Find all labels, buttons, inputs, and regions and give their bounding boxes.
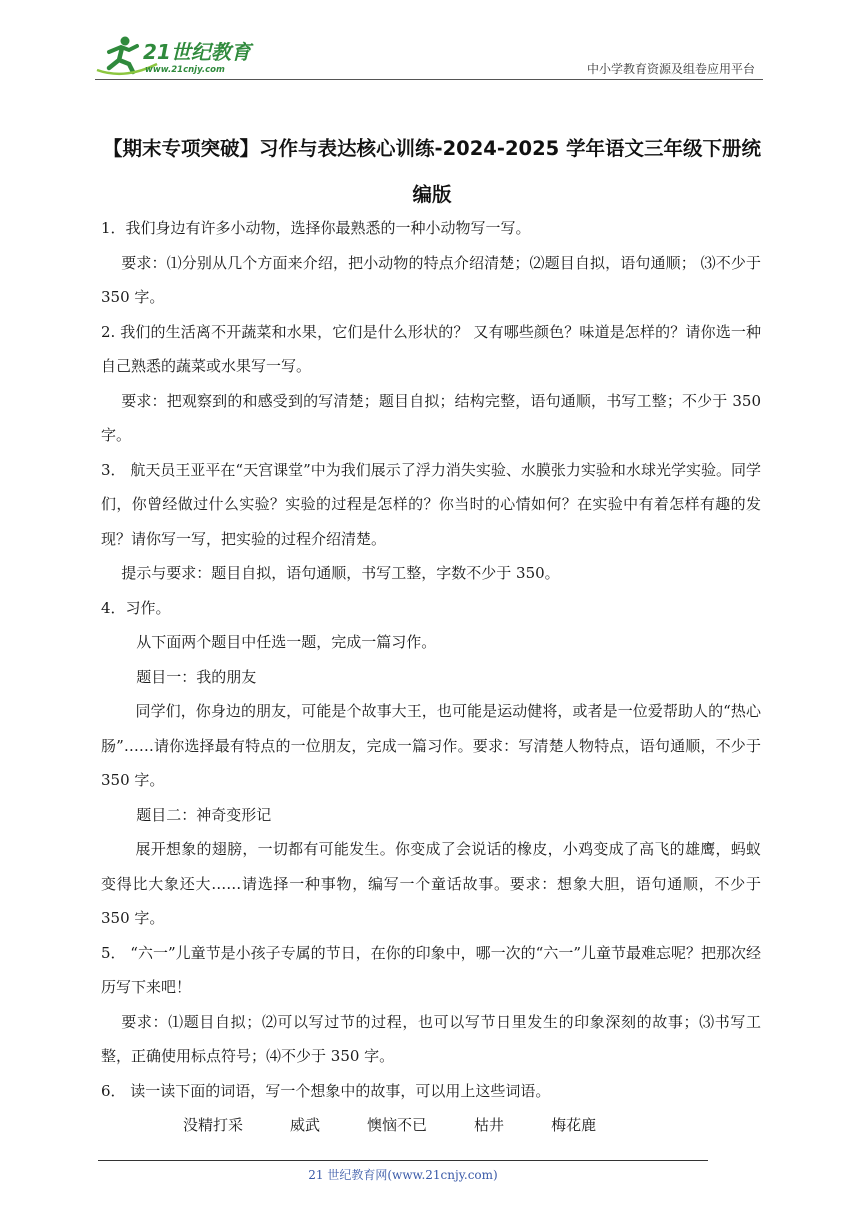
q3-requirements: 提示与要求：题目自拟，语句通顺，书写工整，字数不少于 350。 [121,564,560,582]
word-item: 威武 [290,1116,321,1134]
q4-topic1-body: 同学们，你身边的朋友，可能是个故事大王，也可能是运动健将，或者是一位爱帮助人的“热心肠”……请你选择最有特点的一位朋友，完成一篇习作。要求：写清楚人物特点，语句通顺，不少于 350 字。 [101,702,761,789]
q5-prompt: 5． “六一”儿童节是小孩子专属的节日，在你的印象中，哪一次的“六一”儿童节最难忘呢？把那次经历写下来吧！ [101,943,761,996]
q3-prompt: 3． 航天员王亚平在“天宫课堂”中为我们展示了浮力消失实验、水膜张力实验和水球光学实验。同学们，你曾经做过什么实验？实验的过程是怎样的？你当时的心情如何？在实验中有着怎样有趣的发现？请你写一写，把实验的过程介绍清楚。 [101,460,761,548]
q4-topic2-title: 题目二：神奇变形记 [136,805,272,824]
word-item: 没精打采 [183,1116,244,1134]
q6-prompt: 6． 读一读下面的词语，写一个想象中的故事，可以用上这些词语。 [101,1081,551,1100]
logo-url: www.21cnjy.com [145,65,225,75]
header-divider [95,79,763,80]
question-list [101,211,761,1143]
q4-prompt: 4．习作。 [101,598,171,617]
logo-text: 21世纪教育 [143,40,251,64]
title-line-1: 【期末专项突破】习作与表达核心训练-2024-2025 学年语文三年级下册统 [102,137,762,160]
footer-text: 21 世纪教育网(www.21cnjy.com) [308,1168,498,1182]
word-item: 枯井 [474,1116,505,1134]
q4-intro: 从下面两个题目中任选一题，完成一篇习作。 [136,633,437,651]
word-item: 梅花鹿 [551,1116,597,1134]
q1-prompt: 1．我们身边有许多小动物，选择你最熟悉的一种小动物写一写。 [101,219,531,237]
q2-requirements: 要求：把观察到的和感受到的写清楚；题目自拟；结构完整，语句通顺，书写工整；不少于 350 字。 [101,391,761,444]
q2-prompt: 2. 我们的生活离不开蔬菜和水果，它们是什么形状的？ 又有哪些颜色？味道是怎样的？请你选一种自己熟悉的蔬菜或水果写一写。 [101,322,761,375]
document-title [98,126,766,218]
logo [95,34,265,78]
q6-word-list [101,1108,761,1143]
footer-divider [98,1160,708,1161]
page-header [95,30,763,82]
q5-requirements: 要求：⑴题目自拟；⑵可以写过节的过程，也可以写节日里发生的印象深刻的故事；⑶书写工整，正确使用标点符号；⑷不少于 350 字。 [101,1012,761,1065]
q1-requirements: 要求：⑴分别从几个方面来介绍，把小动物的特点介绍清楚；⑵题目自拟，语句通顺； ⑶不少于 350 字。 [101,253,761,306]
word-item: 懊恼不已 [367,1116,428,1134]
header-platform-text: 中小学教育资源及组卷应用平台 [586,62,755,76]
title-line-2: 编版 [412,183,452,206]
q4-topic1-title: 题目一：我的朋友 [136,667,257,686]
q4-topic2-body: 展开想象的翅膀，一切都有可能发生。你变成了会说话的橡皮，小鸡变成了高飞的雄鹰，蚂蚁变得比大象还大……请选择一种事物，编写一个童话故事。要求：想象大胆，语句通顺，不少于 350 字。 [101,840,761,927]
